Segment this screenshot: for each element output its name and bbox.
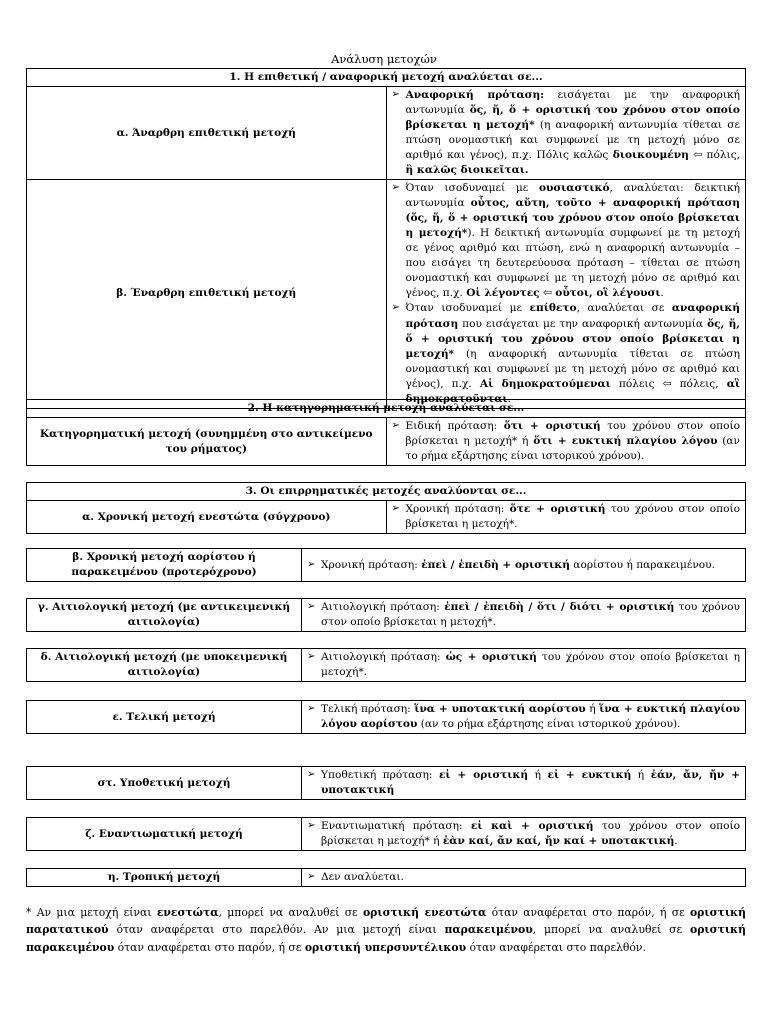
section-2-table [26,399,746,466]
table-row [27,701,746,734]
table-row [27,818,746,851]
row-content-teliki [302,701,746,734]
row-content-ypothetiki [302,767,746,800]
bullet-item: ➢ Χρονική πρόταση: ὅτε + οριστική του χρόνου στον οποίο βρίσκεται η μετοχή*. [392,502,741,532]
section-3b-table [26,548,746,582]
table-row [27,549,746,582]
table-row [27,649,746,682]
bullet-item: ➢ Όταν ισοδυναμεί με ουσιαστικό, αναλύεται: δεικτική αντωνυμία οὗτος, αὕτη, τοῦτο + αναφορική πρόταση (ὅς, ἥ, ὅ + οριστική του χρόνου στον οποίο βρίσκεται η μετοχή*). Η δεικτική αντωνυμία συμφωνεί με τη μετοχή σε γένος αριθμό και πτώση, ενώ η αναφορική αντωνυμία – που εισάγει τη δευτερεύουσα πρόταση – τίθεται σε πτώση ονομαστική και συμφωνεί με τη μετοχή μόνο σε αριθμό και γένος, π.χ. Οἱ λέγοντες ⇦ οὗτοι, οἳ λέγουσι. [392,181,741,301]
bullet-item: ➢ Τελική πρόταση: ἵνα + υποτακτική αορίστου ή ἵνα + ευκτική πλαγίου λόγου αορίστου (αν το ρήμα εξάρτησης είναι ιστορικού χρόνου). [307,702,740,732]
row-content-anarthri [386,87,746,180]
bullet-item: ➢ Χρονική πρόταση: ἐπεὶ / ἐπειδὴ + οριστική αορίστου ή παρακειμένου. [307,558,740,573]
bullet-item: ➢ Αναφορική πρόταση: εισάγεται με την αναφορική αντωνυμία ὅς, ἥ, ὅ + οριστική του χρόνου στον οποίο βρίσκεται η μετοχή* (η αναφορική αντωνυμία τίθεται σε πτώση ονομαστική και συμφωνεί με τη μετοχή μόνο σε αριθμό και γένος), π.χ. Πόλις καλῶς διοικουμένη ⇦ πόλις, ἣ καλῶς διοικεῖται. [392,88,741,178]
section-3-header: 3. Οι επιρρηματικές μετοχές αναλύονται σε... [27,483,746,501]
table-row [27,87,746,180]
bullet-item: ➢ Ειδική πρόταση: ὅτι + οριστική του χρόνου στον οποίο βρίσκεται η μετοχή* ή ὅτι + ευκτική πλαγίου λόγου (αν το ρήμα εξάρτησης είναι ιστορικού χρόνου). [392,419,741,464]
row-content-aitiologiki-ypokeim [302,649,746,682]
bullet-item: ➢ Όταν ισοδυναμεί με επίθετο, αναλύεται σε αναφορική πρόταση που εισάγεται με την αναφορική αντωνυμία ὅς, ἥ, ὅ + οριστική του χρόνου στον οποίο βρίσκεται η μετοχή* (η αναφορική αντωνυμία τίθεται σε πτώση ονομαστική και συμφωνεί με τη μετοχή μόνο σε αριθμό και γένος), π.χ. Αἱ δημοκρατούμεναι πόλεις ⇦ πόλεις, αἳ δημοκρατοῦνται. [392,301,741,406]
section-3a-table [26,482,746,534]
row-content-katigorimatiki [386,418,746,466]
table-row [27,180,746,408]
section-3z-table [26,817,746,851]
section-3d-table [26,648,746,682]
row-content-xroniki-aoristou [302,549,746,582]
bullet-item: ➢ Υποθετική πρόταση: εἰ + οριστική ή εἰ + ευκτική ή ἐάν, ἄν, ἤν + υποτακτική [307,768,740,798]
section-3h-table [26,868,746,887]
bullet-item: ➢ Αιτιολογική πρόταση: ὡς + οριστική του χρόνου στον οποίο βρίσκεται η μετοχή*. [307,650,740,680]
row-label-tropiki: η. Τροπική μετοχή [27,869,302,887]
table-row [27,767,746,800]
section-3e-table [26,700,746,734]
row-label-aitiologiki-antikeim: γ. Αιτιολογική μετοχή (με αντικειμενική αιτιολογία) [27,599,302,632]
bullet-item: ➢ Δεν αναλύεται. [307,870,740,885]
row-label-katigorimatiki: Κατηγορηματική μετοχή (συνημμένη στο αντικείμενο του ρήματος) [27,418,387,466]
table-row [27,501,746,534]
document-title: Ανάλυση μετοχών [331,52,437,66]
row-label-enarthri: β. Έναρθρη επιθετική μετοχή [27,180,387,408]
row-content-enarthri [386,180,746,408]
row-label-xroniki-aoristou: β. Χρονική μετοχή αορίστου ή παρακειμένου (προτερόχρονο) [27,549,302,582]
row-label-xroniki-enestota: α. Χρονική μετοχή ενεστώτα (σύγχρονο) [27,501,387,534]
row-content-tropiki [302,869,746,887]
row-content-xroniki-enestota [386,501,746,534]
row-label-aitiologiki-ypokeim: δ. Αιτιολογική μετοχή (με υποκειμενική αιτιολογία) [27,649,302,682]
table-row [27,599,746,632]
row-label-enantiomatiki: ζ. Εναντιωματική μετοχή [27,818,302,851]
section-3c-table [26,598,746,632]
row-label-ypothetiki: στ. Υποθετική μετοχή [27,767,302,800]
section-2-header: 2. Η κατηγορηματική μετοχή αναλύεται σε... [27,400,746,418]
bullet-item: ➢ Εναντιωματική πρόταση: εἰ καὶ + οριστική του χρόνου στον οποίο βρίσκεται η μετοχή* ή ἐὰν καί, ἄν καί, ἤν καί + υποτακτική. [307,819,740,849]
section-3st-table [26,766,746,800]
bullet-item: ➢ Αιτιολογική πρόταση: ἐπεὶ / ἐπειδὴ / ὅτι / διότι + οριστική του χρόνου στον οποίο βρίσκεται η μετοχή*. [307,600,740,630]
row-label-teliki: ε. Τελική μετοχή [27,701,302,734]
row-content-aitiologiki-antikeim [302,599,746,632]
row-content-enantiomatiki [302,818,746,851]
row-label-anarthri: α. Άναρθρη επιθετική μετοχή [27,87,387,180]
table-row [27,869,746,887]
section-1-table [26,68,746,409]
footnote: * Αν μια μετοχή είναι ενεστώτα, μπορεί να αναλυθεί σε οριστική ενεστώτα όταν αναφέρεται στο παρόν, ή σε οριστική παρατατικού όταν αναφέρεται στο παρελθόν. Αν μια μετοχή είναι παρακειμένου, μπορεί να αναλυθεί σε οριστική παρακειμένου όταν αναφέρεται στο παρόν, ή σε οριστική υπερσυντέλικου όταν αναφέρεται στο παρελθόν. [26,906,746,954]
section-1-header: 1. Η επιθετική / αναφορική μετοχή αναλύεται σε... [27,69,746,87]
table-row [27,418,746,466]
